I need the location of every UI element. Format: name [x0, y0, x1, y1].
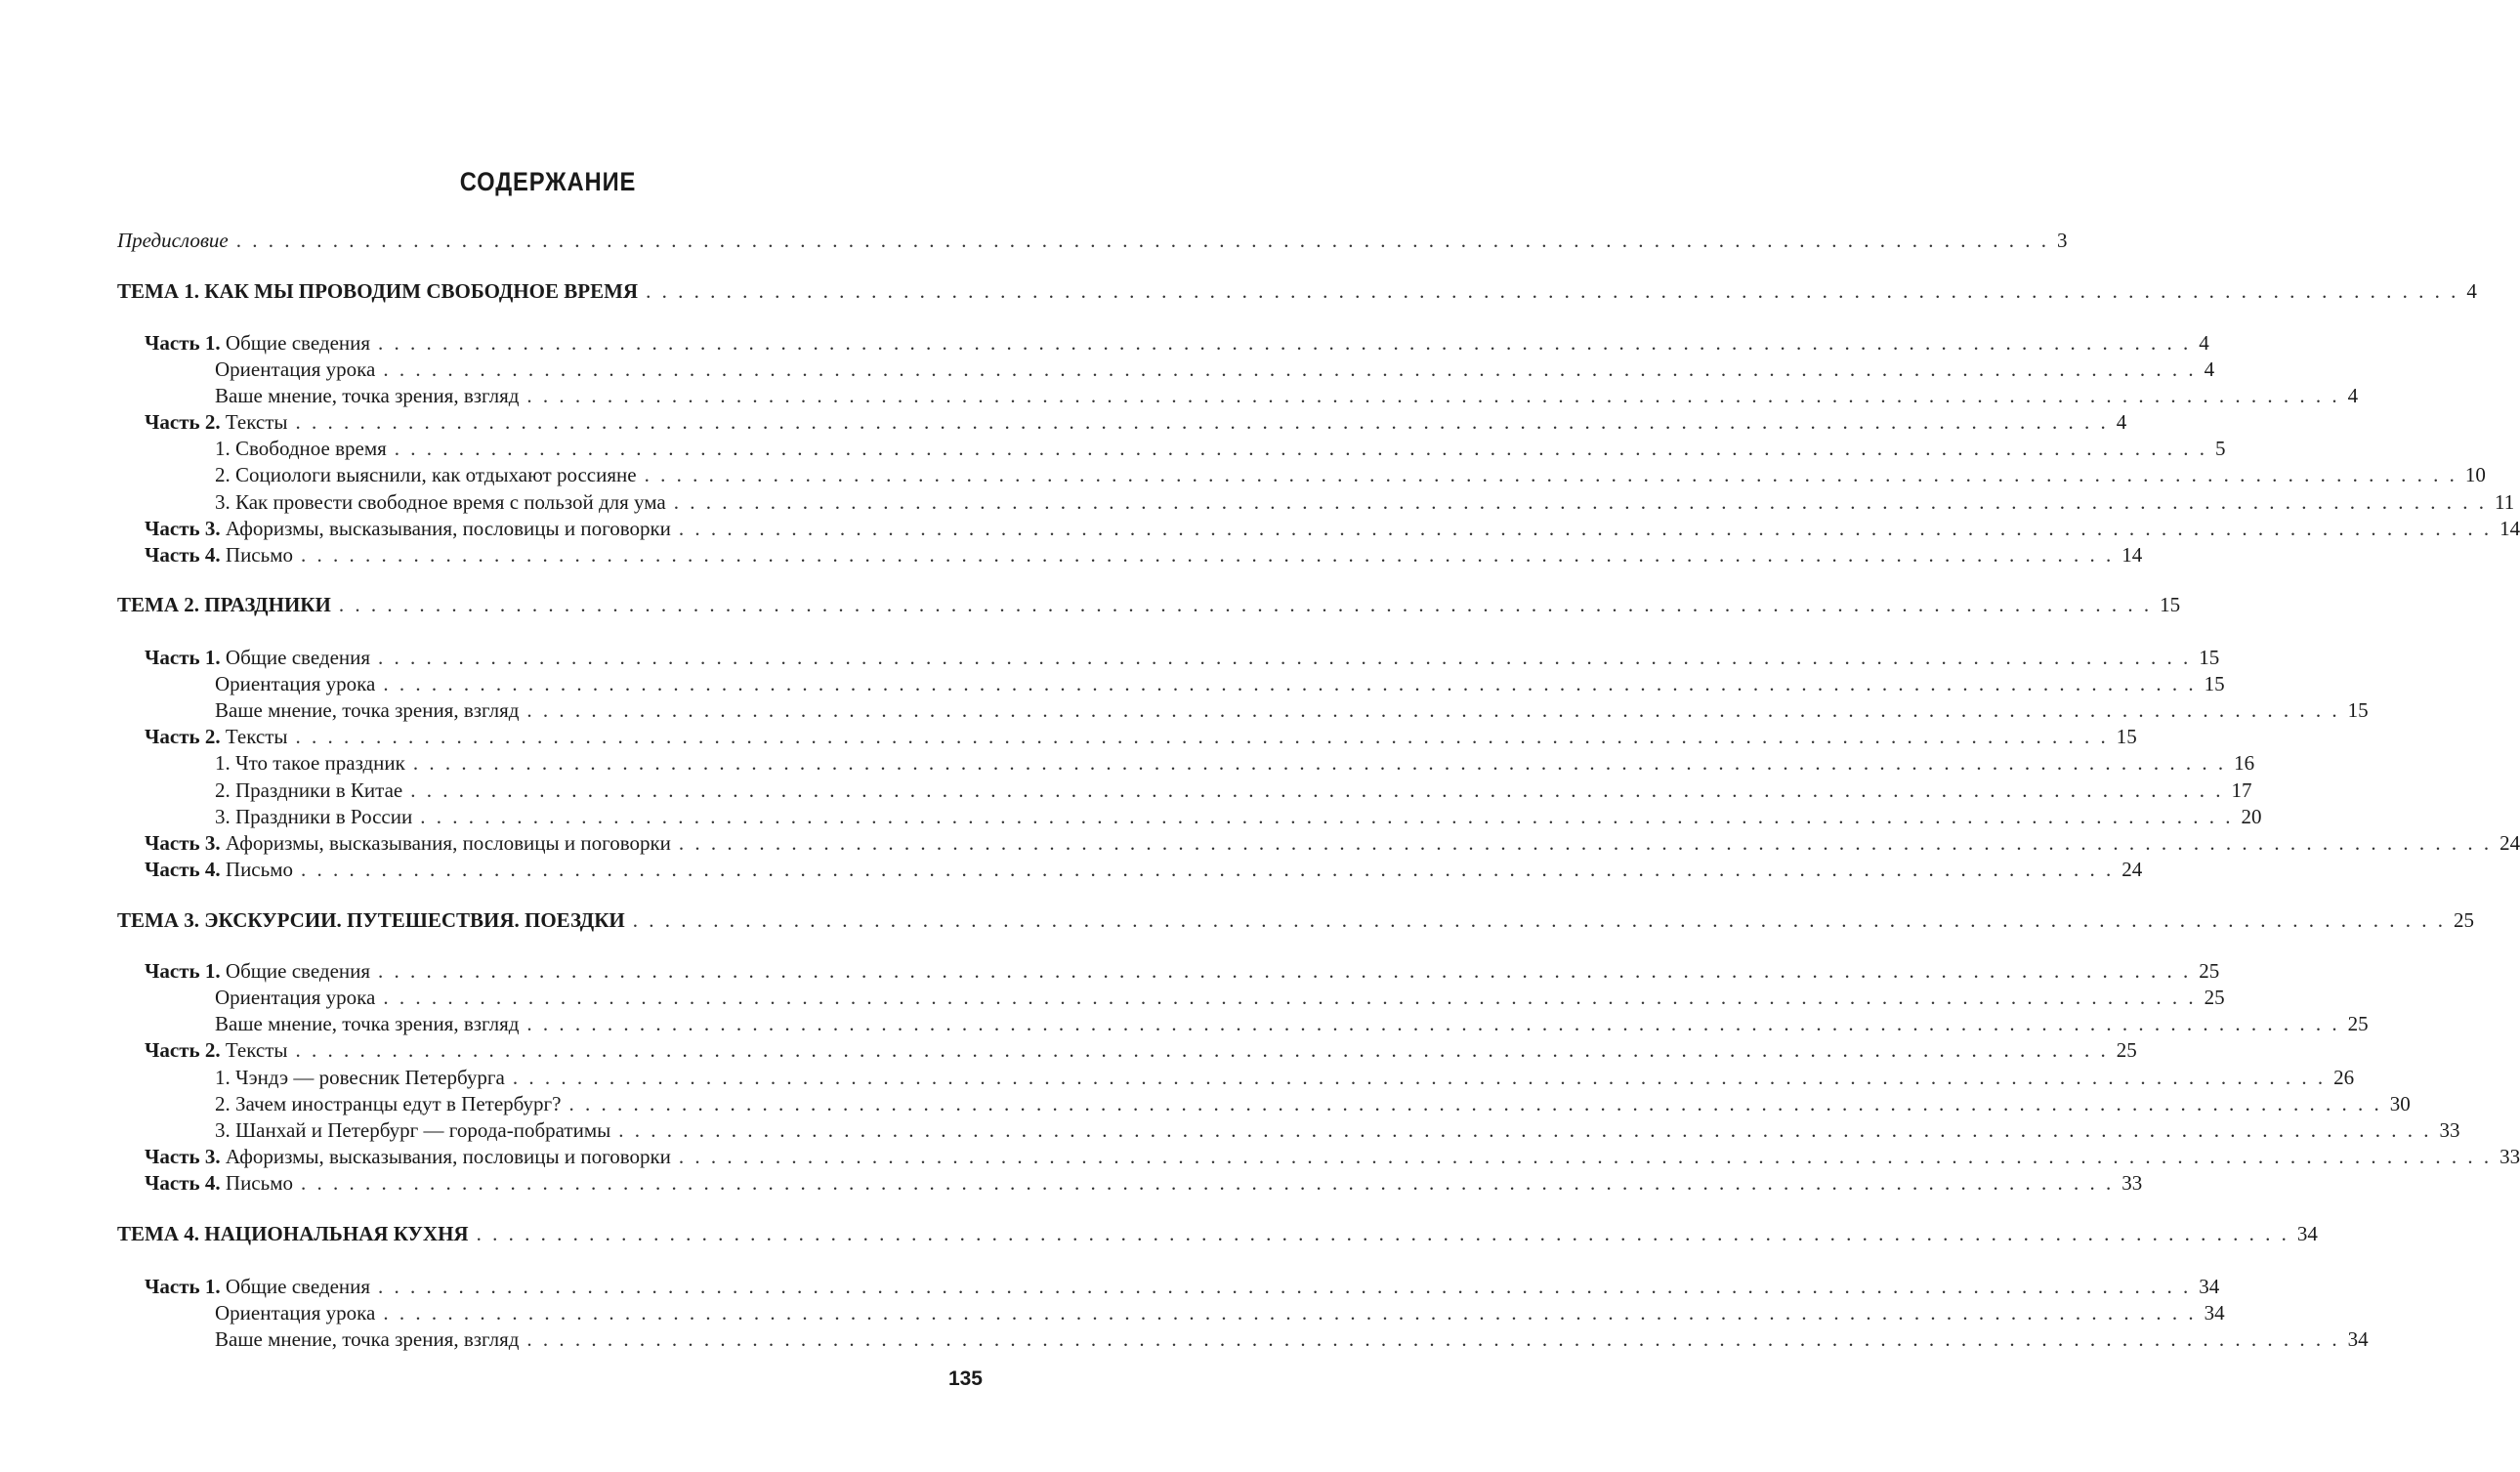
entry-page: 4 [2116, 410, 2127, 434]
part-label: Часть 4. [145, 858, 221, 881]
toc-subentry[interactable] [0, 1091, 2411, 1117]
toc-subentry[interactable] [0, 1326, 2369, 1353]
dot-leader [410, 778, 2223, 804]
toc-part[interactable] [0, 1170, 2143, 1197]
toc-subentry[interactable] [0, 1011, 2369, 1037]
dot-leader [413, 750, 2226, 777]
subentry-title: Ориентация урока [215, 672, 376, 695]
toc-theme-4[interactable] [0, 1221, 2318, 1247]
dot-leader [301, 1170, 2114, 1197]
entry-page: 25 [2454, 908, 2474, 932]
part-label: Часть 1. [145, 959, 221, 983]
toc-theme-1[interactable] [0, 278, 2477, 305]
toc-part[interactable] [0, 724, 2137, 750]
dot-leader [568, 1091, 2381, 1117]
entry-page: 4 [2204, 357, 2215, 381]
subentry-title: 3. Шанхай и Петербург — города-побратимы [215, 1118, 611, 1142]
subentry-title: Ваше мнение, точка зрения, взгляд [215, 384, 520, 407]
page-number: 135 [947, 1367, 983, 1390]
part-title: Письмо [225, 543, 293, 567]
entry-page: 34 [2199, 1275, 2220, 1298]
toc-subentry[interactable] [0, 462, 2486, 488]
page-title: СОДЕРЖАНИЕ [459, 167, 637, 196]
toc-subentry[interactable] [0, 750, 2255, 777]
subentry-title: 1. Свободное время [215, 437, 387, 460]
subentry-title: Ориентация урока [215, 357, 376, 381]
dot-leader [526, 1011, 2339, 1037]
dot-leader [646, 278, 2458, 305]
toc-subentry[interactable] [0, 697, 2369, 724]
dot-leader [296, 724, 2109, 750]
part-title: Общие сведения [225, 331, 371, 355]
dot-leader [383, 985, 2196, 1011]
part-title: Тексты [225, 410, 288, 434]
entry-page: 11 [2494, 490, 2515, 514]
toc-part[interactable] [0, 330, 2209, 357]
toc-subentry[interactable] [0, 778, 2252, 804]
entry-page: 30 [2389, 1092, 2411, 1115]
entry-page: 33 [2499, 1145, 2520, 1168]
dot-leader [526, 1326, 2339, 1353]
subentry-title: Ориентация урока [215, 1301, 376, 1325]
subentry-title: 2. Зачем иностранцы едут в Петербург? [215, 1092, 562, 1115]
dot-leader [383, 357, 2196, 383]
entry-page: 14 [2121, 543, 2143, 567]
part-title: Письмо [225, 1171, 293, 1195]
toc-subentry[interactable] [0, 1065, 2355, 1091]
dot-leader [513, 1065, 2326, 1091]
entry-page: 33 [2121, 1171, 2143, 1195]
dot-leader [618, 1117, 2431, 1144]
subentry-title: Ваше мнение, точка зрения, взгляд [215, 1012, 520, 1035]
entry-page: 34 [2347, 1327, 2369, 1351]
entry-page: 25 [2204, 986, 2225, 1009]
toc-part[interactable] [0, 958, 2220, 985]
part-title: Общие сведения [225, 959, 371, 983]
entry-page: 4 [2199, 331, 2209, 355]
toc-part[interactable] [0, 516, 2520, 542]
toc-part[interactable] [0, 1144, 2520, 1170]
dot-leader [679, 830, 2492, 857]
toc-part[interactable] [0, 857, 2143, 883]
subentry-title: Ваше мнение, точка зрения, взгляд [215, 1327, 520, 1351]
toc-theme-2[interactable] [0, 592, 2181, 618]
subentry-title: 3. Праздники в России [215, 805, 413, 828]
part-title: Афоризмы, высказывания, пословицы и поговорки [225, 831, 671, 855]
entry-page: 15 [2116, 725, 2137, 748]
dot-leader [477, 1221, 2289, 1247]
entry-page: 24 [2499, 831, 2520, 855]
toc-entry-preface[interactable] [0, 228, 2068, 254]
subentry-title: Ориентация урока [215, 986, 376, 1009]
part-title: Общие сведения [225, 646, 371, 669]
toc-subentry[interactable] [0, 489, 2515, 516]
entry-page: 4 [2347, 384, 2359, 407]
dot-leader [674, 489, 2487, 516]
entry-page: 33 [2439, 1118, 2460, 1142]
part-title: Общие сведения [225, 1275, 371, 1298]
entry-page: 5 [2215, 437, 2226, 460]
entry-page: 10 [2464, 463, 2486, 486]
entry-page: 16 [2234, 751, 2255, 775]
toc-subentry[interactable] [0, 1300, 2225, 1326]
part-title: Письмо [225, 858, 293, 881]
entry-page: 15 [2347, 698, 2369, 722]
entry-page: 4 [2466, 279, 2477, 303]
theme-title: ТЕМА 4. НАЦИОНАЛЬНАЯ КУХНЯ [117, 1222, 469, 1245]
entry-page: 25 [2116, 1038, 2137, 1062]
dot-leader [378, 1274, 2191, 1300]
dot-leader [378, 330, 2191, 357]
dot-leader [378, 958, 2191, 985]
part-label: Часть 3. [145, 831, 221, 855]
part-label: Часть 3. [145, 517, 221, 540]
toc-subentry[interactable] [0, 357, 2215, 383]
dot-leader [679, 1144, 2492, 1170]
dot-leader [395, 436, 2207, 462]
toc-part[interactable] [0, 409, 2127, 436]
subentry-title: 3. Как провести свободное время с пользой для ума [215, 490, 666, 514]
dot-leader [633, 907, 2446, 934]
subentry-title: 1. Чэндэ — ровесник Петербурга [215, 1066, 505, 1089]
entry-page: 25 [2347, 1012, 2369, 1035]
toc-part[interactable] [0, 1274, 2220, 1300]
theme-title: ТЕМА 1. КАК МЫ ПРОВОДИМ СВОБОДНОЕ ВРЕМЯ [117, 279, 639, 303]
dot-leader [526, 697, 2339, 724]
dot-leader [526, 383, 2339, 409]
part-label: Часть 1. [145, 1275, 221, 1298]
toc-subentry[interactable] [0, 383, 2359, 409]
toc-part[interactable] [0, 1037, 2137, 1064]
subentry-title: 2. Праздники в Китае [215, 778, 403, 802]
dot-leader [645, 462, 2457, 488]
theme-title: ТЕМА 2. ПРАЗДНИКИ [117, 593, 331, 616]
entry-page: 26 [2333, 1066, 2355, 1089]
theme-title: ТЕМА 3. ЭКСКУРСИИ. ПУТЕШЕСТВИЯ. ПОЕЗДКИ [117, 908, 625, 932]
entry-page: 15 [2160, 593, 2181, 616]
dot-leader [296, 1037, 2109, 1064]
part-title: Афоризмы, высказывания, пословицы и поговорки [225, 517, 671, 540]
entry-page: 3 [2057, 229, 2068, 252]
dot-leader [378, 645, 2191, 671]
part-label: Часть 4. [145, 1171, 221, 1195]
dot-leader [420, 804, 2233, 830]
toc-subentry[interactable] [0, 436, 2226, 462]
subentry-title: Ваше мнение, точка зрения, взгляд [215, 698, 520, 722]
dot-leader [383, 671, 2196, 697]
part-label: Часть 1. [145, 331, 221, 355]
dot-leader [301, 542, 2114, 568]
part-label: Часть 4. [145, 543, 221, 567]
part-label: Часть 2. [145, 410, 221, 434]
toc-subentry[interactable] [0, 985, 2225, 1011]
part-label: Часть 2. [145, 725, 221, 748]
toc-part[interactable] [0, 830, 2520, 857]
entry-page: 14 [2499, 517, 2520, 540]
subentry-title: 1. Что такое праздник [215, 751, 405, 775]
entry-page: 34 [2296, 1222, 2318, 1245]
toc-subentry[interactable] [0, 804, 2262, 830]
part-title: Тексты [225, 725, 288, 748]
entry-page: 15 [2199, 646, 2220, 669]
entry-title: Предисловие [117, 229, 229, 252]
dot-leader [236, 228, 2049, 254]
entry-page: 15 [2204, 672, 2225, 695]
dot-leader [301, 857, 2114, 883]
entry-page: 17 [2231, 778, 2252, 802]
dot-leader [339, 592, 2152, 618]
toc-theme-3[interactable] [0, 907, 2474, 934]
part-label: Часть 2. [145, 1038, 221, 1062]
part-title: Тексты [225, 1038, 288, 1062]
dot-leader [679, 516, 2492, 542]
part-title: Афоризмы, высказывания, пословицы и поговорки [225, 1145, 671, 1168]
toc-subentry[interactable] [0, 1117, 2460, 1144]
dot-leader [296, 409, 2109, 436]
entry-page: 25 [2199, 959, 2220, 983]
dot-leader [383, 1300, 2196, 1326]
part-label: Часть 1. [145, 646, 221, 669]
toc-part[interactable] [0, 645, 2220, 671]
entry-page: 24 [2121, 858, 2143, 881]
toc-part[interactable] [0, 542, 2143, 568]
subentry-title: 2. Социологи выяснили, как отдыхают россияне [215, 463, 637, 486]
part-label: Часть 3. [145, 1145, 221, 1168]
entry-page: 20 [2241, 805, 2262, 828]
entry-page: 34 [2204, 1301, 2225, 1325]
toc-subentry[interactable] [0, 671, 2225, 697]
